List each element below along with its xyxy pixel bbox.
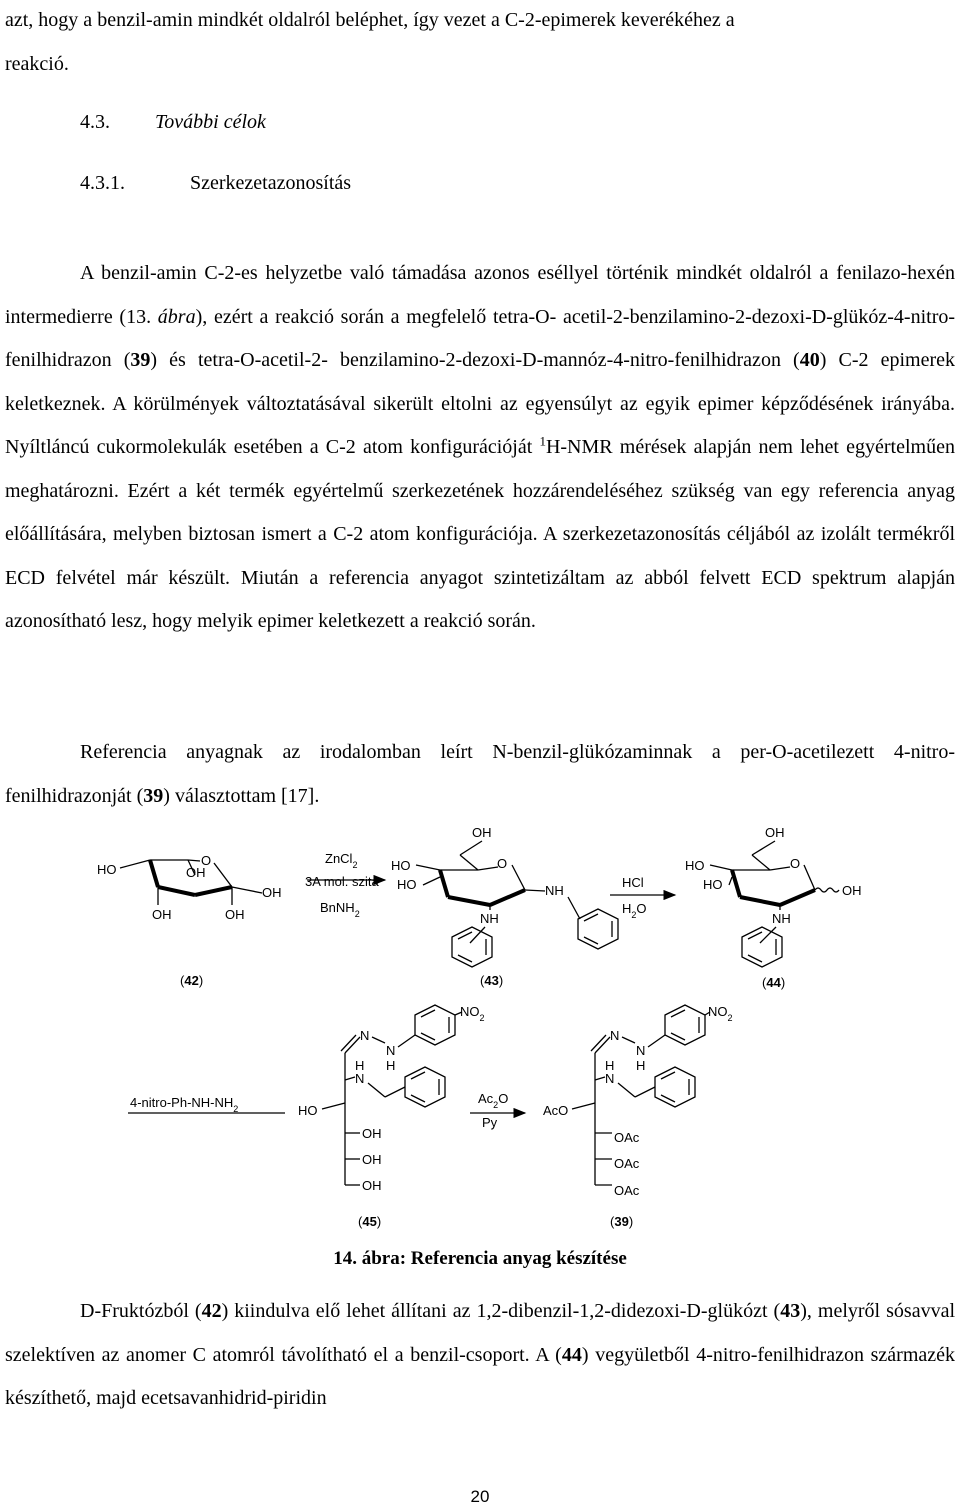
figure-caption: 14. ábra: Referencia anyag készítése (333, 1248, 627, 1269)
text-fragment: ) és tetra-O-acetil-2- (150, 349, 328, 371)
text-fragment: ) (581, 1343, 589, 1366)
atom-label: H (355, 1058, 365, 1073)
text-fragment: ), ezért a reakció során a megfelelő tetra-O- (195, 305, 557, 328)
atom-label: N (355, 1071, 365, 1086)
atom-label: OAc (614, 1156, 640, 1171)
reagent-molecular-sieve: 3A mol. szita (305, 874, 379, 889)
atom-label: N (636, 1043, 646, 1058)
heading-number: 4.3.1. (80, 172, 125, 194)
compound-ref: 44 (561, 1343, 582, 1366)
reagent-bnnh2: BnNH$_2$ (320, 900, 360, 919)
atom-label: N (610, 1028, 620, 1043)
compound-label-39: (39) (610, 1214, 634, 1229)
atom-label: OH (362, 1152, 382, 1167)
heading-title: Szerkezetazonosítás (190, 172, 352, 194)
atom-label: OH (472, 825, 492, 840)
atom-label: O (497, 856, 508, 871)
text-fragment: H-NMR mérések (545, 436, 687, 458)
compound-label-44: (44) (762, 975, 786, 990)
text-fragment: ) választottam [17]. (163, 784, 320, 807)
text-line: azt, hogy a benzil-amin mindkét oldalról beléphet, így vezet a C-2-epimerek keverékéhez a (5, 9, 735, 31)
text-fragment: ( (773, 1300, 781, 1322)
atom-label: OH (362, 1178, 382, 1193)
compound-label-42: (42) (180, 973, 204, 988)
atom-label: HO (97, 862, 117, 877)
reagent-nitrophenylhydrazine: $4-nitro-Ph-NH-NH_2$ (130, 1095, 239, 1114)
compound-39-structure (543, 1004, 733, 1198)
italic-figure-ref: ábra (157, 305, 196, 328)
nitro-group: $NO_2$ (708, 1004, 733, 1023)
section-heading-4-3 (80, 108, 266, 136)
text-fragment: ) kiindulva elő lehet állítani az 1,2-dibenzil-1,2-didezoxi-D-glükózt (221, 1300, 768, 1322)
text-fragment: D-Fruktózból ( (80, 1300, 202, 1322)
page-number: 20 (470, 1487, 490, 1506)
reagent-ac2o: $Ac_2O$ (478, 1091, 509, 1110)
text-fragment: benzilamino-2-dezoxi-D-mannóz-4-nitro-fenilhidrazon ( (340, 349, 800, 371)
compound-label-43: (43) (480, 973, 504, 988)
atom-label: HO (397, 877, 417, 892)
compound-ref: 42 (201, 1300, 222, 1322)
text-line: C-2 atom konfigurációja. A szerkezetazonosítás céljából az izolált termékről ECD felvétel (5, 523, 956, 589)
text-line: reakció. (5, 52, 69, 75)
reaction-scheme (0, 815, 960, 1235)
atom-label: H (386, 1058, 396, 1073)
compound-44-structure (685, 825, 862, 967)
heading-title: További célok (155, 111, 266, 133)
compound-label-45: (45) (358, 1214, 382, 1229)
atom-label: OH (362, 1126, 382, 1141)
atom-label: N (360, 1028, 370, 1043)
reagent-pyridine: Py (482, 1115, 498, 1130)
atom-label: OH (842, 883, 862, 898)
compound-ref: 43 (780, 1300, 801, 1322)
text-line: alapján nem lehet egyértelműen meghatározni. Ezért a két termék egyértelmű szerkezetének (5, 436, 955, 502)
text-fragment: acetil-2-benzilamino-2-dezoxi-D-glükóz-4-nitro-fenilhidrazon ( (5, 305, 956, 371)
paragraph-structure-identification (5, 252, 955, 644)
atom-label: HO (298, 1103, 318, 1118)
atom-label: OH (262, 885, 282, 900)
reagent-hcl: HCl (622, 875, 644, 890)
atom-label: H (605, 1058, 615, 1073)
atom-label: OH (152, 907, 172, 922)
compound-ref: 39 (130, 349, 151, 371)
atom-label: HO (685, 858, 705, 873)
atom-label: OH (765, 825, 785, 840)
atom-label: OH (225, 907, 245, 922)
compound-ref: 39 (143, 784, 164, 807)
top-paragraph (5, 0, 955, 86)
text-line: hozzárendeléséhez szükség van egy referencia anyag előállítására, melyben biztosan ismert a (5, 479, 955, 545)
paragraph-reference-material (5, 731, 955, 818)
compound-ref: 40 (799, 349, 820, 371)
atom-label: NH (480, 911, 499, 926)
text-line: vegyületből 4-nitro-fenilhidrazon származék készíthető, majd ecetsavanhidrid-piridin (5, 1343, 956, 1409)
reagent-zncl2: ZnCl$_2$ (325, 851, 358, 870)
nitro-group: $NO_2$ (460, 1004, 485, 1023)
paragraph-synthesis (5, 1290, 955, 1421)
atom-label: N (605, 1071, 615, 1086)
text-fragment: ) C-2 epimerek keletkeznek. A (5, 349, 956, 415)
atom-label: O (201, 853, 212, 868)
atom-label: OH (186, 865, 206, 880)
superscript: 1 (539, 433, 546, 449)
compound-45-structure (298, 1004, 485, 1193)
text-line: már készült. Miután a referencia anyagot szintetizáltam az abból felvett ECD spektrum (126, 566, 887, 589)
atom-label: NH (545, 883, 564, 898)
atom-label: O (790, 856, 801, 871)
atom-label: N (386, 1043, 396, 1058)
atom-label: OAc (614, 1130, 640, 1145)
text-line: Referencia anyagnak az irodalomban leírt N-benzil-glükózaminnak a per-O-acetilezett (80, 741, 875, 763)
text-fragment: oldalról a fenilazo-hexén intermedierre (13. (5, 262, 956, 328)
section-heading-4-3-1 (80, 169, 351, 197)
text-fragment: 4-nitro-fenilhidrazonját ( (5, 741, 955, 807)
atom-label: HO (391, 858, 411, 873)
atom-label: NH (772, 911, 791, 926)
text-line: A benzil-amin C-2-es helyzetbe való támadása azonos eséllyel történik mindkét (80, 262, 742, 284)
atom-label: AcO (543, 1103, 569, 1118)
heading-number: 4.3. (80, 111, 110, 133)
reagent-h2o: $H_2O$ (622, 901, 647, 920)
text-fragment: ), melyről sósavval szelektíven az anomer C atomról távolítható el a benzil-csoport. A ( (5, 1300, 956, 1366)
text-line: alapján azonosítható lesz, hogy melyik epimer keletkezett a reakció során. (5, 566, 956, 632)
atom-label: H (636, 1058, 646, 1073)
atom-label: HO (703, 877, 723, 892)
text-line: körülmények változtatásával sikerült eltolni az egyensúlyt az egyik epimer képződésének (133, 392, 874, 415)
text-fragment: irányába. Nyíltláncú cukormolekulák esetében a C-2 atom konfigurációját (5, 392, 956, 458)
compound-43-structure (391, 825, 618, 967)
compound-42-structure (97, 853, 282, 922)
atom-label: OAc (614, 1183, 640, 1198)
